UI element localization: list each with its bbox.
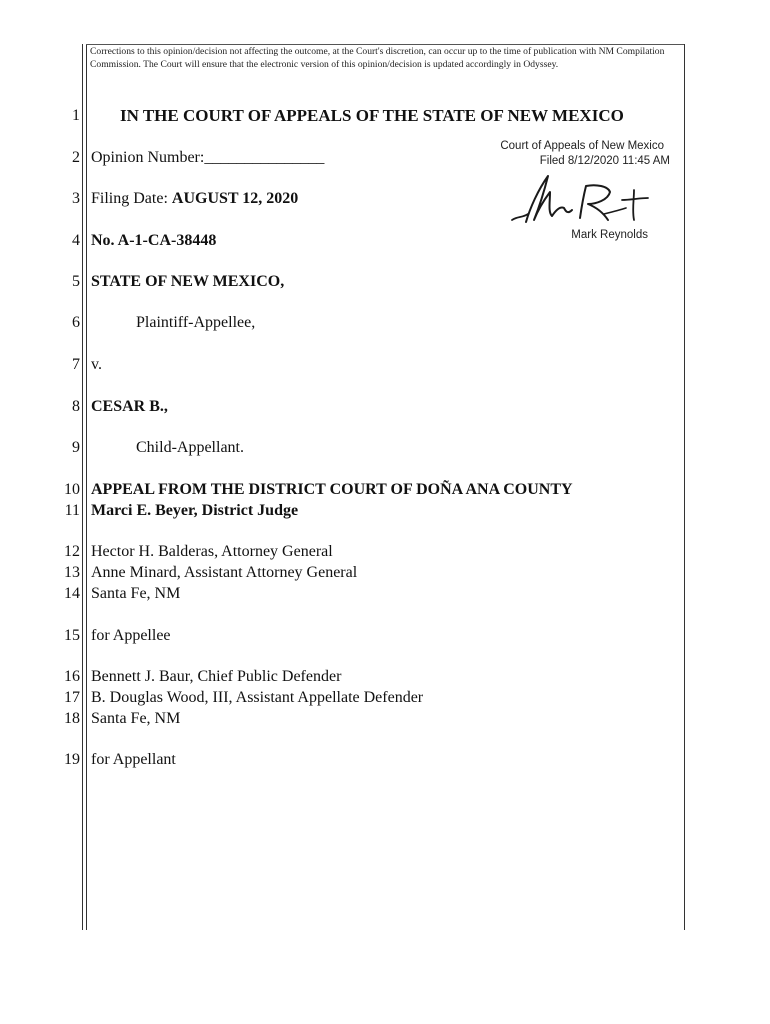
- handwritten-signature: [508, 170, 653, 230]
- line-number: 15: [64, 627, 80, 644]
- line-5: [0, 271, 680, 293]
- line-number: 5: [72, 273, 80, 290]
- appellant-role: Child-Appellant.: [136, 439, 244, 456]
- line-number: 4: [72, 232, 80, 249]
- line-14: [0, 583, 680, 605]
- appellant-counsel-location: Santa Fe, NM: [91, 710, 181, 727]
- filing-date: [91, 188, 298, 210]
- appellee-counsel-location: Santa Fe, NM: [91, 585, 181, 602]
- appellant-counsel-1: Bennett J. Baur, Chief Public Defender: [91, 668, 342, 685]
- line-number: 18: [64, 710, 80, 727]
- line-number: 16: [64, 668, 80, 685]
- docket-number: No. A-1-CA-38448: [91, 232, 217, 249]
- appellee-role: Plaintiff-Appellee,: [136, 314, 256, 331]
- appellant-party: CESAR B.,: [91, 398, 168, 415]
- for-appellee: for Appellee: [91, 627, 171, 644]
- line-17: [0, 687, 680, 709]
- versus: v.: [91, 356, 102, 373]
- line-1: [0, 105, 680, 127]
- line-6: [0, 312, 680, 334]
- signer-name: Mark Reynolds: [571, 229, 648, 241]
- line-15: [0, 625, 680, 647]
- filing-date-value: AUGUST 12, 2020: [171, 190, 299, 207]
- line-8: [0, 396, 680, 418]
- line-11: [0, 500, 680, 522]
- filed-stamp-datetime: Filed 8/12/2020 11:45 AM: [539, 155, 670, 167]
- opinion-number: Opinion Number:_______________: [91, 149, 325, 166]
- line-number: 11: [64, 502, 80, 519]
- line-number: 7: [72, 356, 80, 373]
- line-12: [0, 541, 680, 563]
- line-number: 12: [64, 543, 80, 560]
- line-number: 19: [64, 751, 80, 768]
- line-number: 9: [72, 439, 80, 456]
- line-number: 6: [72, 314, 80, 331]
- appellant-counsel-2: B. Douglas Wood, III, Assistant Appellate Defender: [91, 689, 424, 706]
- filed-stamp-court: Court of Appeals of New Mexico: [500, 140, 664, 152]
- line-18: [0, 708, 680, 730]
- filing-date-label: Filing Date:: [91, 190, 172, 207]
- line-number: 3: [72, 190, 80, 207]
- line-9: [0, 437, 680, 459]
- district-judge: Marci E. Beyer, District Judge: [91, 502, 299, 519]
- notice-top-rule: [86, 44, 684, 45]
- appellee-counsel-1: Hector H. Balderas, Attorney General: [91, 543, 333, 560]
- line-number: 2: [72, 149, 80, 166]
- corrections-notice: Corrections to this opinion/decision not affecting the outcome, at the Court's discretion, can occur up to the time of publication with NM Compilation Commission. The Court will ensure that the electronic version of this opinion/decision is updated accordingly in Odyssey.: [90, 46, 665, 70]
- line-number: 10: [64, 481, 80, 498]
- line-number: 13: [64, 564, 80, 581]
- right-margin-rule: [684, 44, 685, 930]
- line-number: 14: [64, 585, 80, 602]
- line-13: [0, 562, 680, 584]
- for-appellant: for Appellant: [91, 751, 176, 768]
- line-number: 8: [72, 398, 80, 415]
- line-19: [0, 749, 680, 771]
- line-16: [0, 666, 680, 688]
- line-number: 17: [64, 689, 80, 706]
- line-7: [0, 354, 680, 376]
- line-number: 1: [72, 107, 80, 124]
- appellee-counsel-2: Anne Minard, Assistant Attorney General: [91, 564, 358, 581]
- filed-stamp: [470, 139, 670, 169]
- line-10: [0, 479, 680, 501]
- court-heading: IN THE COURT OF APPEALS OF THE STATE OF NEW MEXICO: [120, 106, 624, 125]
- appellee-party: STATE OF NEW MEXICO,: [91, 273, 285, 290]
- appeal-origin: APPEAL FROM THE DISTRICT COURT OF DOÑA ANA COUNTY: [91, 481, 573, 498]
